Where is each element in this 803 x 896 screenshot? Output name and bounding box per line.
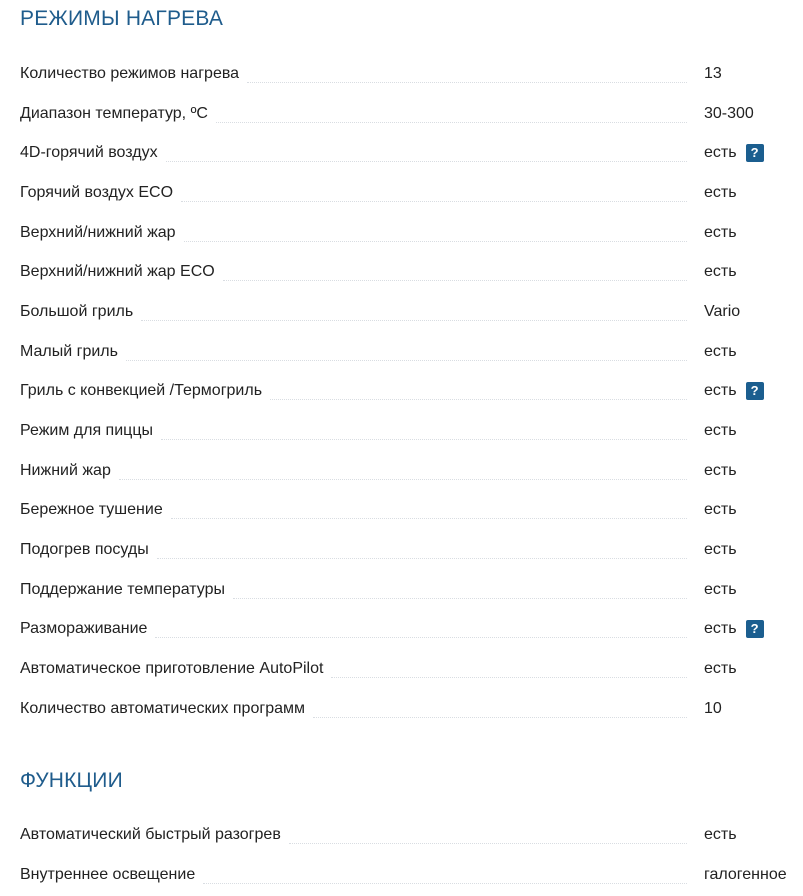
spec-name-label: Нижний жар	[20, 462, 119, 480]
leader-dots	[313, 716, 687, 718]
spec-name-label: Горячий воздух ECO	[20, 184, 181, 202]
spec-value-text: галогенное	[704, 865, 787, 883]
spec-value	[704, 700, 722, 718]
leader-dots	[155, 636, 687, 638]
spec-name	[20, 343, 691, 361]
question-mark-icon[interactable]: ?	[746, 620, 764, 638]
spec-name	[20, 382, 691, 400]
spec-name	[20, 866, 691, 884]
spec-name	[20, 541, 691, 559]
spec-name-label: Большой гриль	[20, 303, 141, 321]
leader-dots	[203, 882, 687, 884]
spec-name-label: Режим для пиццы	[20, 422, 161, 440]
spec-list-heating-modes	[20, 54, 803, 729]
spec-list-functions	[20, 815, 803, 894]
spec-name-label: Количество автоматических программ	[20, 700, 313, 718]
spec-value	[704, 620, 764, 638]
spec-row	[20, 815, 803, 855]
spec-name	[20, 462, 691, 480]
leader-dots	[171, 517, 687, 519]
leader-dots	[141, 319, 687, 321]
spec-name	[20, 105, 691, 123]
spec-name-label: 4D-горячий воздух	[20, 144, 166, 162]
spec-value	[704, 224, 737, 242]
spec-row	[20, 491, 803, 531]
spec-name	[20, 144, 691, 162]
spec-value	[704, 422, 737, 440]
spec-value-text: есть	[704, 382, 737, 400]
spec-name-label: Поддержание температуры	[20, 581, 233, 599]
spec-name-label: Автоматическое приготовление AutoPilot	[20, 660, 331, 678]
spec-value-text: есть	[704, 342, 737, 360]
spec-name-label: Малый гриль	[20, 343, 126, 361]
spec-name-label: Гриль с конвекцией /Термогриль	[20, 382, 270, 400]
section-title-heating-modes: РЕЖИМЫ НАГРЕВА	[20, 7, 224, 30]
spec-value	[704, 144, 764, 162]
spec-row	[20, 372, 803, 412]
spec-value-text: есть	[704, 183, 737, 201]
leader-dots	[289, 842, 687, 844]
leader-dots	[247, 81, 687, 83]
spec-value	[704, 263, 737, 281]
spec-name-label: Подогрев посуды	[20, 541, 157, 559]
spec-value-text: Vario	[704, 302, 741, 320]
leader-dots	[157, 557, 687, 559]
leader-dots	[223, 279, 687, 281]
spec-value	[704, 105, 754, 123]
spec-value-text: есть	[704, 223, 737, 241]
spec-value-text: 13	[704, 64, 722, 82]
spec-value-text: есть	[704, 461, 737, 479]
spec-name	[20, 700, 691, 718]
spec-value	[704, 184, 737, 202]
spec-row	[20, 133, 803, 173]
spec-value-text: есть	[704, 501, 737, 519]
spec-name	[20, 581, 691, 599]
spec-value-text: есть	[704, 541, 737, 559]
spec-name	[20, 620, 691, 638]
spec-row	[20, 54, 803, 94]
spec-value-text: есть	[704, 144, 737, 162]
spec-name	[20, 303, 691, 321]
spec-name-label: Размораживание	[20, 620, 155, 638]
section-title-functions: ФУНКЦИИ	[20, 769, 123, 792]
spec-row	[20, 332, 803, 372]
spec-value-text: есть	[704, 580, 737, 598]
spec-value-text: 30-300	[704, 104, 754, 122]
spec-value-text: есть	[704, 422, 737, 440]
spec-name-label: Верхний/нижний жар	[20, 224, 184, 242]
spec-name-label: Количество режимов нагрева	[20, 65, 247, 83]
spec-value	[704, 501, 737, 519]
spec-value	[704, 462, 737, 480]
spec-name	[20, 501, 691, 519]
spec-row	[20, 610, 803, 650]
spec-name-label: Верхний/нижний жар ECO	[20, 263, 223, 281]
leader-dots	[166, 160, 687, 162]
spec-value	[704, 541, 737, 559]
spec-row	[20, 649, 803, 689]
spec-value-text: есть	[704, 263, 737, 281]
spec-name	[20, 660, 691, 678]
spec-row	[20, 855, 803, 895]
spec-name-label: Автоматический быстрый разогрев	[20, 826, 289, 844]
spec-name	[20, 826, 691, 844]
spec-value	[704, 581, 737, 599]
spec-row	[20, 411, 803, 451]
spec-row	[20, 570, 803, 610]
leader-dots	[331, 676, 687, 678]
leader-dots	[161, 438, 687, 440]
spec-value-text: есть	[704, 660, 737, 678]
leader-dots	[233, 597, 687, 599]
spec-row	[20, 213, 803, 253]
spec-row	[20, 530, 803, 570]
leader-dots	[270, 398, 687, 400]
spec-name	[20, 263, 691, 281]
spec-value-text: есть	[704, 825, 737, 843]
spec-value	[704, 65, 722, 83]
spec-row	[20, 173, 803, 213]
spec-name	[20, 184, 691, 202]
spec-name	[20, 422, 691, 440]
leader-dots	[126, 359, 687, 361]
spec-row	[20, 292, 803, 332]
question-mark-icon[interactable]: ?	[746, 382, 764, 400]
spec-value	[704, 660, 737, 678]
spec-value	[704, 343, 737, 361]
spec-name	[20, 224, 691, 242]
spec-value	[704, 826, 737, 844]
spec-name-label: Внутреннее освещение	[20, 866, 203, 884]
spec-name-label: Бережное тушение	[20, 501, 171, 519]
spec-value-text: есть	[704, 620, 737, 638]
leader-dots	[119, 478, 687, 480]
leader-dots	[216, 121, 687, 123]
spec-row	[20, 252, 803, 292]
spec-row	[20, 689, 803, 729]
spec-value	[704, 382, 764, 400]
spec-value	[704, 866, 787, 884]
spec-name	[20, 65, 691, 83]
spec-name-label: Диапазон температур, ºС	[20, 105, 216, 123]
spec-row	[20, 94, 803, 134]
spec-value-text: 10	[704, 699, 722, 717]
spec-value	[704, 303, 740, 321]
leader-dots	[184, 240, 687, 242]
spec-row	[20, 451, 803, 491]
leader-dots	[181, 200, 687, 202]
question-mark-icon[interactable]: ?	[746, 144, 764, 162]
